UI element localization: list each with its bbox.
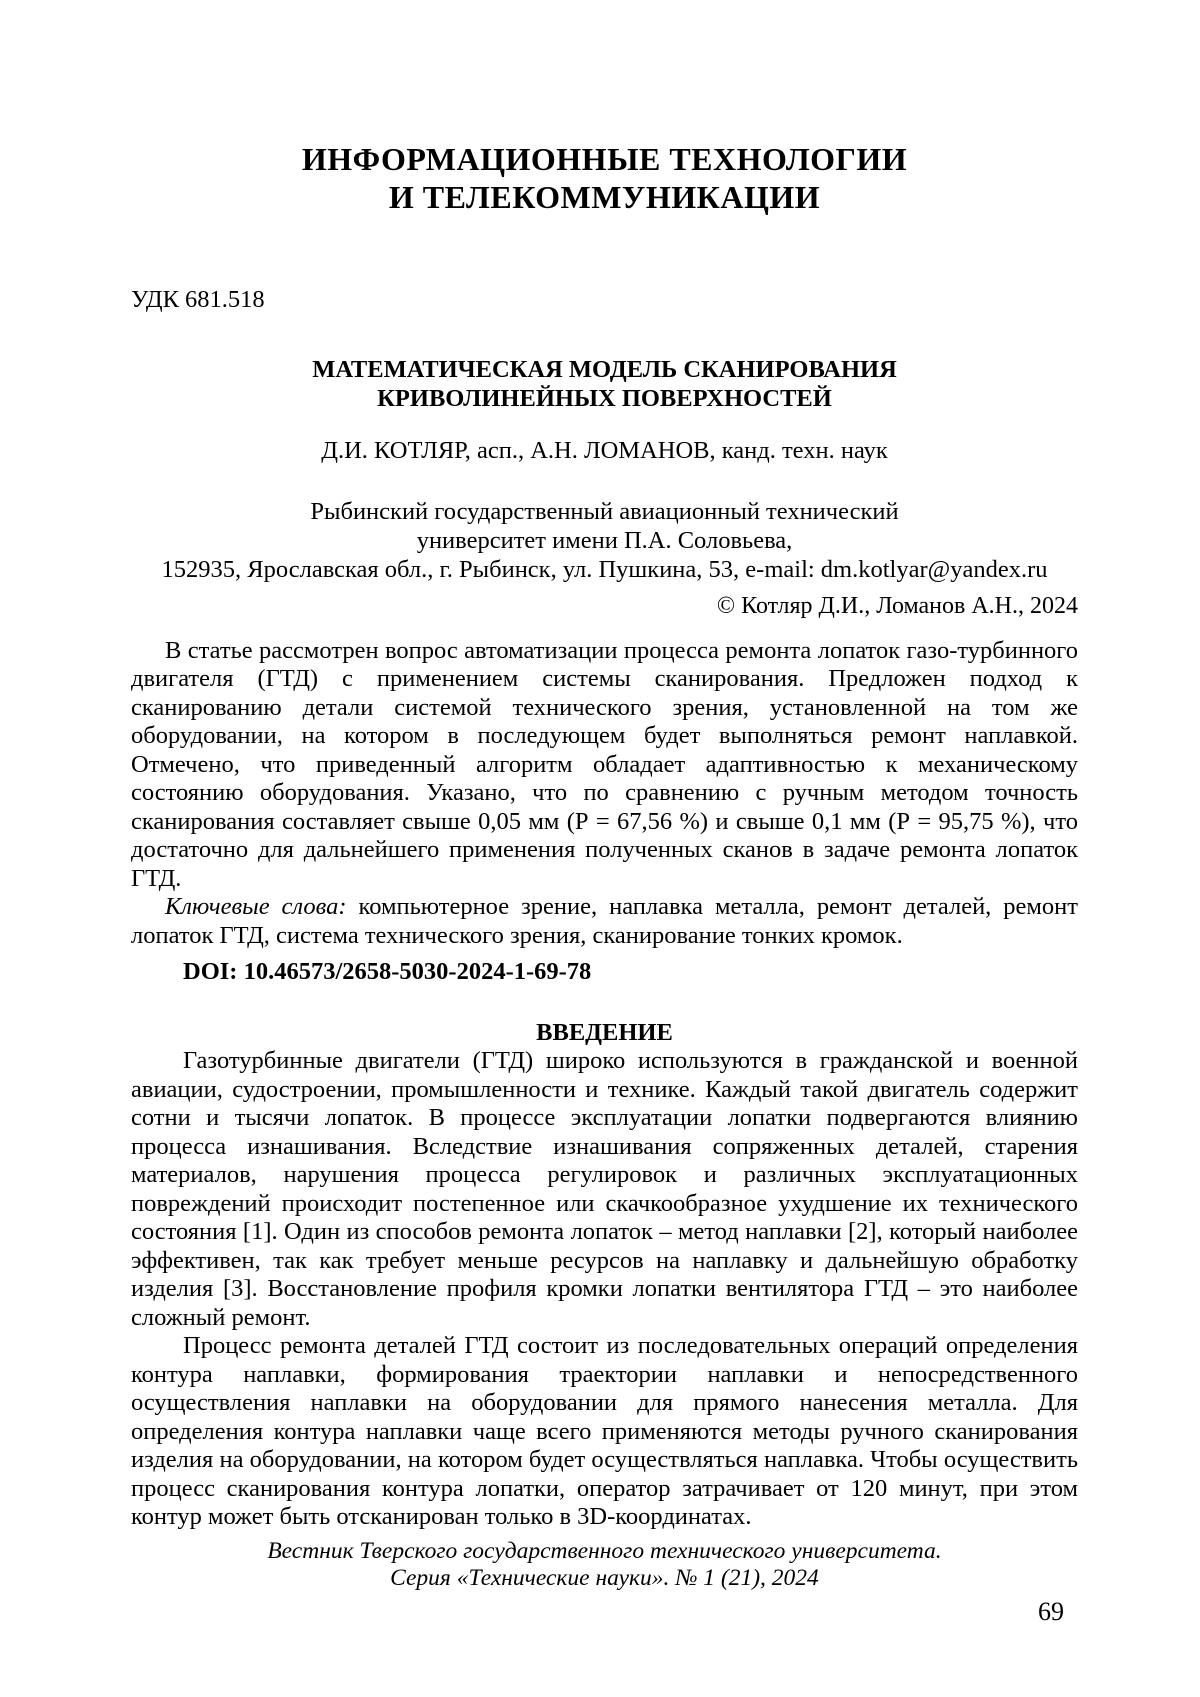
affiliation-line2: университет имени П.А. Соловьева, bbox=[416, 527, 793, 554]
page-number: 69 bbox=[1038, 1597, 1064, 1626]
keywords-paragraph bbox=[131, 893, 1078, 950]
affiliation-line1: Рыбинский государственный авиационный технический bbox=[310, 498, 899, 525]
affiliation bbox=[131, 497, 1078, 584]
journal-footer bbox=[131, 1538, 1078, 1592]
udc-code: УДК 681.518 bbox=[131, 286, 265, 313]
intro-paragraph-2: Процесс ремонта деталей ГТД состоит из последовательных операций определения контура наплавки, формирования траектории наплавки и непосредственного осуществления наплавки на оборудовании для прямого нанесения металла. Для определения контура наплавки чаще всего применяются методы ручного сканирования изделия на оборудовании, на котором будет осуществляться наплавка. Чтобы осуществить процесс сканирования контура лопатки, оператор затрачивает от 120 минут, при этом контур может быть отсканирован только в 3D-координатах. bbox=[131, 1332, 1078, 1530]
journal-footer-line1: Вестник Тверского государственного технического университета. bbox=[267, 1538, 942, 1564]
article-title bbox=[131, 355, 1078, 413]
article-title-line2: КРИВОЛИНЕЙНЫХ ПОВЕРХНОСТЕЙ bbox=[377, 384, 832, 412]
intro-paragraph-1: Газотурбинные двигатели (ГТД) широко используются в гражданской и военной авиации, судостроении, промышленности и технике. Каждый такой двигатель содержит сотни и тысячи лопаток. В процессе эксплуатации лопатки подвергаются влиянию процесса изнашивания. Вследствие изнашивания сопряженных деталей, старения материалов, нарушения процесса регулировок и различных эксплуатационных повреждений происходит постепенное или скачкообразное ухудшение их технического состояния [1]. Один из способов ремонта лопаток – метод наплавки [2], который наиболее эффективен, так как требует меньше ресурсов на наплавку и дальнейшую обработку изделия [3]. Восстановление профиля кромки лопатки вентилятора ГТД – это наиболее сложный ремонт. bbox=[131, 1047, 1078, 1331]
doi-line: DOI: 10.46573/2658-5030-2024-1-69-78 bbox=[183, 958, 592, 985]
authors-line: Д.И. КОТЛЯР, асп., А.Н. ЛОМАНОВ, канд. техн. наук bbox=[321, 436, 888, 464]
introduction-heading: ВВЕДЕНИЕ bbox=[536, 1018, 673, 1046]
journal-footer-line2: Серия «Технические науки». № 1 (21), 2024 bbox=[390, 1565, 819, 1591]
copyright-notice: © Котляр Д.И., Ломанов А.Н., 2024 bbox=[716, 593, 1078, 619]
article-title-line1: МАТЕМАТИЧЕСКАЯ МОДЕЛЬ СКАНИРОВАНИЯ bbox=[312, 355, 897, 383]
section-header bbox=[131, 140, 1078, 216]
section-header-line2: И ТЕЛЕКОММУНИКАЦИИ bbox=[388, 179, 821, 215]
abstract-paragraph: В статье рассмотрен вопрос автоматизации процесса ремонта лопаток газо-турбинного двигателя (ГТД) с применением системы сканирования. Предложен подход к сканированию детали системой технического зрения, установленной на том же оборудовании, на котором в последующем будет выполняться ремонт наплавкой. Отмечено, что приведенный алгоритм обладает адаптивностью к механическому состоянию оборудования. Указано, что по сравнению с ручным методом точность сканирования составляет свыше 0,05 мм (Р = 67,56 %) и свыше 0,1 мм (Р = 95,75 %), что достаточно для дальнейшего применения полученных сканов в задаче ремонта лопаток ГТД. bbox=[131, 636, 1078, 892]
footer-area bbox=[131, 1538, 1078, 1627]
keywords-text: компьютерное зрение, наплавка металла, ремонт деталей, ремонт лопаток ГТД, система технического зрения, сканирование тонких кромок. bbox=[131, 893, 1078, 949]
section-header-line1: ИНФОРМАЦИОННЫЕ ТЕХНОЛОГИИ bbox=[301, 141, 908, 177]
affiliation-line3: 152935, Ярославская обл., г. Рыбинск, ул. Пушкина, 53, e-mail: dm.kotlyar@yandex.ru bbox=[161, 556, 1048, 583]
keywords-label: Ключевые слова: bbox=[165, 893, 347, 920]
